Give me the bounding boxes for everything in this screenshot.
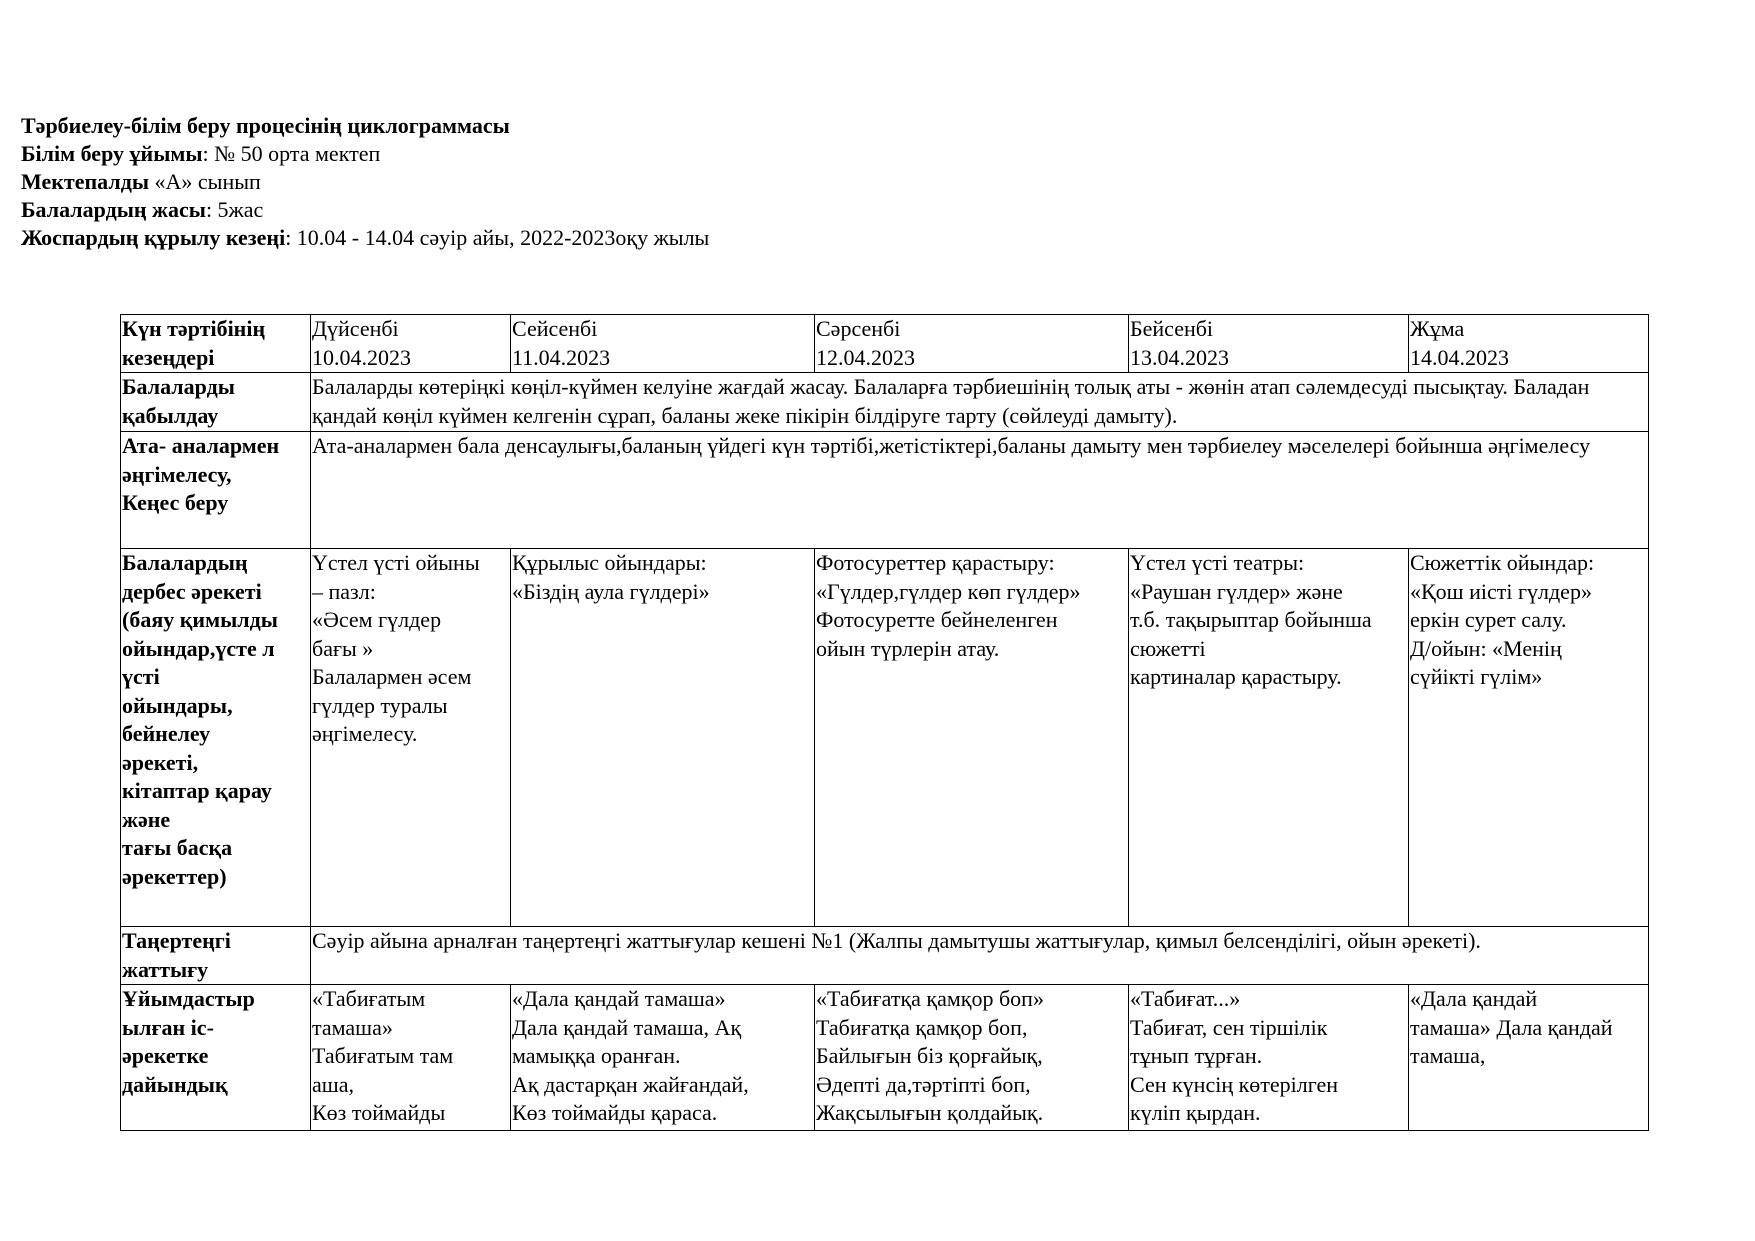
table-row-preparation	[121, 985, 1649, 1131]
day-name: Дүйсенбі	[312, 316, 399, 341]
row-label-exercise: Таңертеңгі жаттығу	[121, 927, 311, 985]
table-header-row	[121, 315, 1649, 373]
day-name: Сәрсенбі	[816, 316, 901, 341]
independent-cell-thu: Үстел үсті театры: «Раушан гүлдер» және т.б. тақырыптар бойынша сюжетті картиналар қарастыру.	[1129, 549, 1409, 927]
document-title: Тәрбиелеу-білім беру процесінің циклограммасы	[21, 113, 510, 138]
table-row-independent	[121, 549, 1649, 927]
day-date: 12.04.2023	[816, 344, 915, 370]
day-date: 14.04.2023	[1410, 344, 1509, 370]
preparation-cell-tue: «Дала қандай тамаша» Дала қандай тамаша, Ақ мамыққа оранған. Ақ дастарқан жайғандай, Көз тоймайды қараса.	[511, 985, 815, 1131]
day-header-tue	[511, 315, 815, 373]
row-label-reception: Балаларды қабылдау	[121, 373, 311, 432]
age-label: Балалардың жасы	[21, 197, 206, 222]
day-header-wed	[815, 315, 1129, 373]
preparation-cell-thu: «Табиғат...» Табиғат, сен тіршілік тұнып тұрған. Сен күнсің көтерілген күліп қырдан.	[1129, 985, 1409, 1131]
exercise-text: Сәуір айына арналған таңертеңгі жаттығулар кешені №1 (Жалпы дамытушы жаттығулар, қимыл белсенділігі, ойын әрекеті).	[311, 927, 1649, 985]
period-value: : 10.04 - 14.04 сәуір айы, 2022-2023оқу жылы	[285, 225, 710, 250]
organization-line	[21, 140, 709, 168]
table-row-reception	[121, 373, 1649, 432]
day-header-mon	[311, 315, 511, 373]
table-row-parents	[121, 432, 1649, 549]
class-label: Мектепалды	[21, 169, 150, 194]
class-value: «А» сынып	[149, 169, 261, 194]
day-date: 11.04.2023	[512, 344, 611, 370]
day-name: Бейсенбі	[1130, 316, 1214, 341]
row-label-preparation: Ұйымдастыр ылған іс- әрекетке дайындық	[121, 985, 311, 1131]
class-line	[21, 168, 709, 196]
preparation-cell-fri: «Дала қандай тамаша» Дала қандай тамаша,	[1409, 985, 1649, 1131]
organization-value: : № 50 орта мектеп	[202, 141, 381, 166]
preparation-cell-wed: «Табиғатқа қамқор боп» Табиғатқа қамқор боп, Байлығын біз қорғайық, Әдепті да,тәртіпті боп, Жақсылығын қолдайық.	[815, 985, 1129, 1131]
preparation-cell-mon: «Табиғатым тамаша» Табиғатым там аша, Көз тоймайды	[311, 985, 511, 1131]
independent-cell-mon: Үстел үсті ойыны – пазл: «Әсем гүлдер бағы » Балалармен әсем гүлдер туралы әңгімелесу.	[311, 549, 511, 927]
reception-text: Балаларды көтеріңкі көңіл-күймен келуіне жағдай жасау. Балаларға тәрбиешінің толық аты - жөнін атап сәлемдесуді пысықтау. Баладан қандай көңіл күймен келгенін сұрап, баланы жеке пікірін білдіруге тарту (сөйлеуді дамыту).	[311, 373, 1649, 432]
row-label-parents: Ата- аналармен әңгімелесу, Кеңес беру	[121, 432, 311, 549]
independent-cell-fri: Сюжеттік ойындар: «Қош иісті гүлдер» еркін сурет салу. Д/ойын: «Менің сүйікті гүлім»	[1409, 549, 1649, 927]
independent-cell-wed: Фотосуреттер қарастыру: «Гүлдер,гүлдер көп гүлдер» Фотосуретте бейнеленген ойын түрлерін атау.	[815, 549, 1129, 927]
day-header-thu	[1129, 315, 1409, 373]
day-date: 13.04.2023	[1130, 344, 1229, 370]
cyclogram-table	[120, 314, 1649, 1131]
age-value: : 5жас	[205, 197, 264, 222]
row-label-independent: Балалардың дербес әрекеті (баяу қимылды ойындар,үсте л үсті ойындары, бейнелеу әрекеті, кітаптар қарау және тағы басқа әрекеттер)	[121, 549, 311, 927]
age-line	[21, 196, 709, 224]
corner-cell: Күн тәртібінің кезеңдері	[121, 315, 311, 373]
document-header	[21, 112, 709, 252]
day-name: Жұма	[1410, 316, 1465, 341]
day-date: 10.04.2023	[312, 344, 411, 370]
day-name: Сейсенбі	[512, 316, 598, 341]
independent-cell-tue: Құрылыс ойындары: «Біздің аула гүлдері»	[511, 549, 815, 927]
period-label: Жоспардың құрылу кезеңі	[21, 225, 286, 250]
organization-label: Білім беру ұйымы	[21, 141, 203, 166]
period-line	[21, 224, 709, 252]
day-header-fri	[1409, 315, 1649, 373]
parents-text: Ата-аналармен бала денсаулығы,баланың үйдегі күн тәртібі,жетістіктері,баланы дамыту мен тәрбиелеу мәселелері бойынша әңгімелесу	[311, 432, 1649, 549]
table-row-exercise	[121, 927, 1649, 985]
